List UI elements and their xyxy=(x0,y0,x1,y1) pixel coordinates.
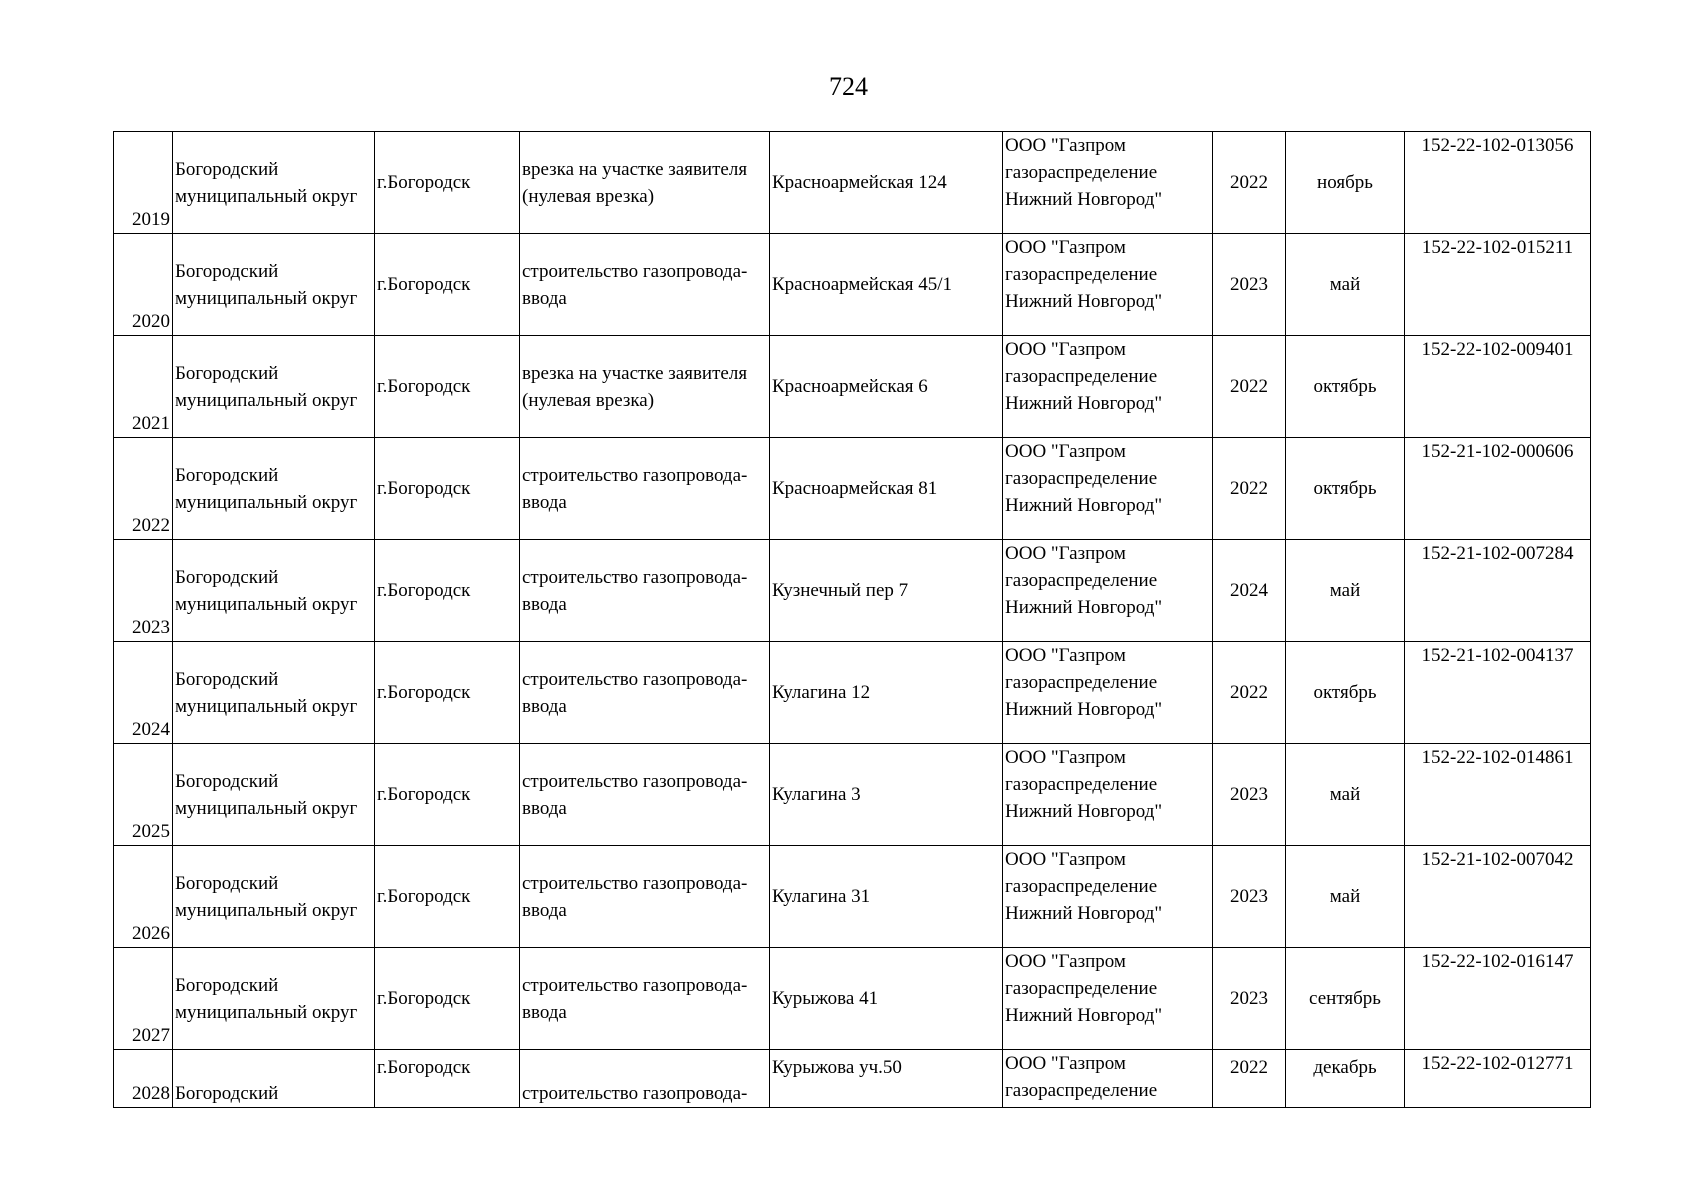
year-cell: 2023 xyxy=(1213,846,1286,948)
organization-cell-line: газораспределение xyxy=(1005,570,1158,591)
district-cell xyxy=(173,336,375,438)
address-cell: Красноармейская 6 xyxy=(770,336,1003,438)
town-cell: г.Богородск xyxy=(375,1050,520,1108)
month-cell: октябрь xyxy=(1286,438,1405,540)
organization-cell xyxy=(1003,744,1213,846)
address-cell: Курыжова 41 xyxy=(770,948,1003,1050)
application-code-cell: 152-21-102-000606 xyxy=(1405,438,1591,540)
organization-cell xyxy=(1003,132,1213,234)
month-cell: октябрь xyxy=(1286,642,1405,744)
table-body xyxy=(114,132,1591,1108)
month-cell: май xyxy=(1286,234,1405,336)
organization-cell-line: газораспределение xyxy=(1005,162,1158,183)
organization-cell-line: газораспределение xyxy=(1005,774,1158,795)
table-row xyxy=(114,234,1591,336)
organization-cell-line: Нижний Новгород" xyxy=(1005,597,1163,618)
district-cell-line: Богородский xyxy=(175,158,279,180)
table-row xyxy=(114,948,1591,1050)
work-type-cell xyxy=(520,438,770,540)
organization-cell-line: газораспределение xyxy=(1005,1080,1158,1101)
work-type-cell-line: ввода xyxy=(522,797,567,819)
organization-cell-line: ООО "Газпром xyxy=(1005,645,1126,666)
organization-cell-line: ООО "Газпром xyxy=(1005,747,1126,768)
town-cell: г.Богородск xyxy=(375,744,520,846)
page-number: 724 xyxy=(829,72,868,101)
work-type-cell xyxy=(520,234,770,336)
work-type-cell-line: строительство газопровода- xyxy=(522,566,748,588)
organization-cell-line: Нижний Новгород" xyxy=(1005,801,1163,822)
row-number: 2023 xyxy=(114,540,173,642)
work-type-cell xyxy=(520,132,770,234)
town-cell: г.Богородск xyxy=(375,336,520,438)
organization-cell-line: Нижний Новгород" xyxy=(1005,291,1163,312)
year-cell: 2023 xyxy=(1213,744,1286,846)
application-code-cell: 152-22-102-016147 xyxy=(1405,948,1591,1050)
address-cell: Красноармейская 81 xyxy=(770,438,1003,540)
work-type-cell-line: врезка на участке заявителя xyxy=(522,362,748,384)
organization-cell-line: Нижний Новгород" xyxy=(1005,393,1163,414)
work-type-cell xyxy=(520,336,770,438)
town-cell: г.Богородск xyxy=(375,234,520,336)
work-type-cell xyxy=(520,846,770,948)
work-type-cell-line: врезка на участке заявителя xyxy=(522,158,748,180)
year-cell: 2023 xyxy=(1213,948,1286,1050)
work-type-cell-line: строительство газопровода- xyxy=(522,872,748,894)
organization-cell-line: ООО "Газпром xyxy=(1005,951,1126,972)
work-type-cell-line: строительство газопровода- xyxy=(522,260,748,282)
organization-cell-line: ООО "Газпром xyxy=(1005,543,1126,564)
district-cell-line: муниципальный округ xyxy=(175,797,358,819)
work-type-cell-line: строительство газопровода- xyxy=(522,974,748,996)
year-cell: 2022 xyxy=(1213,132,1286,234)
organization-cell xyxy=(1003,846,1213,948)
row-number: 2026 xyxy=(114,846,173,948)
district-cell-line: Богородский xyxy=(175,260,279,282)
month-cell: май xyxy=(1286,846,1405,948)
work-type-cell-line: ввода xyxy=(522,287,567,309)
work-type-cell-line: строительство газопровода- xyxy=(522,770,748,792)
organization-cell xyxy=(1003,438,1213,540)
address-cell: Красноармейская 45/1 xyxy=(770,234,1003,336)
work-type-cell-line: ввода xyxy=(522,695,567,717)
table-row xyxy=(114,642,1591,744)
organization-cell-line: ООО "Газпром xyxy=(1005,339,1126,360)
organization-cell-line: ООО "Газпром xyxy=(1005,441,1126,462)
year-cell: 2024 xyxy=(1213,540,1286,642)
table-row xyxy=(114,336,1591,438)
organization-cell-line: Нижний Новгород" xyxy=(1005,699,1163,720)
district-cell-line: муниципальный округ xyxy=(175,389,358,411)
organization-cell-line: Нижний Новгород" xyxy=(1005,903,1163,924)
application-code-cell: 152-21-102-007042 xyxy=(1405,846,1591,948)
application-code-cell: 152-21-102-007284 xyxy=(1405,540,1591,642)
address-cell: Кузнечный пер 7 xyxy=(770,540,1003,642)
table-row xyxy=(114,132,1591,234)
district-cell xyxy=(173,1050,375,1108)
district-cell-line: Богородский xyxy=(175,362,279,384)
organization-cell xyxy=(1003,948,1213,1050)
year-cell: 2022 xyxy=(1213,1050,1286,1108)
district-cell xyxy=(173,642,375,744)
organization-cell-line: ООО "Газпром xyxy=(1005,237,1126,258)
district-cell xyxy=(173,438,375,540)
organization-cell xyxy=(1003,1050,1213,1108)
district-cell xyxy=(173,540,375,642)
organization-cell-line: Нижний Новгород" xyxy=(1005,1005,1163,1026)
table-row xyxy=(114,438,1591,540)
row-number: 2020 xyxy=(114,234,173,336)
organization-cell xyxy=(1003,234,1213,336)
district-cell xyxy=(173,744,375,846)
month-cell: октябрь xyxy=(1286,336,1405,438)
town-cell: г.Богородск xyxy=(375,642,520,744)
work-type-cell-line: строительство газопровода- xyxy=(522,1083,748,1104)
work-type-cell xyxy=(520,948,770,1050)
organization-cell-line: Нижний Новгород" xyxy=(1005,495,1163,516)
district-cell xyxy=(173,234,375,336)
district-cell-line: Богородский xyxy=(175,668,279,690)
district-cell xyxy=(173,846,375,948)
district-cell-line: муниципальный округ xyxy=(175,1001,358,1023)
town-cell: г.Богородск xyxy=(375,540,520,642)
district-cell xyxy=(173,948,375,1050)
district-cell-line: муниципальный округ xyxy=(175,695,358,717)
work-type-cell xyxy=(520,1050,770,1108)
district-cell-line: муниципальный округ xyxy=(175,491,358,513)
month-cell: ноябрь xyxy=(1286,132,1405,234)
work-type-cell-line: строительство газопровода- xyxy=(522,668,748,690)
organization-cell-line: ООО "Газпром xyxy=(1005,849,1126,870)
district-cell-line: Богородский xyxy=(175,566,279,588)
organization-cell xyxy=(1003,540,1213,642)
district-cell-line: муниципальный округ xyxy=(175,287,358,309)
district-cell-line: муниципальный округ xyxy=(175,593,358,615)
district-cell-line: Богородский xyxy=(175,770,279,792)
year-cell: 2023 xyxy=(1213,234,1286,336)
application-code-cell: 152-22-102-012771 xyxy=(1405,1050,1591,1108)
application-code-cell: 152-22-102-013056 xyxy=(1405,132,1591,234)
work-type-cell-line: (нулевая врезка) xyxy=(522,185,655,207)
month-cell: сентябрь xyxy=(1286,948,1405,1050)
organization-cell-line: газораспределение xyxy=(1005,264,1158,285)
month-cell: декабрь xyxy=(1286,1050,1405,1108)
address-cell: Курыжова уч.50 xyxy=(770,1050,1003,1108)
organization-cell-line: газораспределение xyxy=(1005,468,1158,489)
organization-cell-line: газораспределение xyxy=(1005,366,1158,387)
application-code-cell: 152-22-102-015211 xyxy=(1405,234,1591,336)
organization-cell xyxy=(1003,642,1213,744)
row-number: 2028 xyxy=(114,1050,173,1108)
work-type-cell xyxy=(520,540,770,642)
table-row xyxy=(114,846,1591,948)
year-cell: 2022 xyxy=(1213,336,1286,438)
registry-table xyxy=(113,131,1591,1108)
work-type-cell-line: ввода xyxy=(522,491,567,513)
work-type-cell-line: ввода xyxy=(522,1001,567,1023)
district-cell-line: Богородский xyxy=(175,974,279,996)
address-cell: Кулагина 3 xyxy=(770,744,1003,846)
organization-cell-line: ООО "Газпром xyxy=(1005,135,1126,156)
organization-cell-line: ООО "Газпром xyxy=(1005,1053,1126,1074)
organization-cell-line: газораспределение xyxy=(1005,876,1158,897)
application-code-cell: 152-22-102-014861 xyxy=(1405,744,1591,846)
work-type-cell-line: (нулевая врезка) xyxy=(522,389,655,411)
table-row xyxy=(114,1050,1591,1108)
year-cell: 2022 xyxy=(1213,438,1286,540)
district-cell-line: Богородский xyxy=(175,872,279,894)
organization-cell-line: газораспределение xyxy=(1005,978,1158,999)
row-number: 2021 xyxy=(114,336,173,438)
month-cell: май xyxy=(1286,540,1405,642)
district-cell-line: Богородский xyxy=(175,1083,279,1104)
row-number: 2024 xyxy=(114,642,173,744)
address-cell: Кулагина 12 xyxy=(770,642,1003,744)
year-cell: 2022 xyxy=(1213,642,1286,744)
address-cell: Кулагина 31 xyxy=(770,846,1003,948)
row-number: 2027 xyxy=(114,948,173,1050)
work-type-cell-line: ввода xyxy=(522,899,567,921)
row-number: 2022 xyxy=(114,438,173,540)
work-type-cell xyxy=(520,744,770,846)
address-cell: Красноармейская 124 xyxy=(770,132,1003,234)
application-code-cell: 152-21-102-004137 xyxy=(1405,642,1591,744)
district-cell-line: Богородский xyxy=(175,464,279,486)
organization-cell xyxy=(1003,336,1213,438)
organization-cell-line: газораспределение xyxy=(1005,672,1158,693)
town-cell: г.Богородск xyxy=(375,948,520,1050)
table-row xyxy=(114,540,1591,642)
town-cell: г.Богородск xyxy=(375,438,520,540)
table-row xyxy=(114,744,1591,846)
district-cell-line: муниципальный округ xyxy=(175,899,358,921)
row-number: 2025 xyxy=(114,744,173,846)
district-cell xyxy=(173,132,375,234)
work-type-cell-line: ввода xyxy=(522,593,567,615)
district-cell-line: муниципальный округ xyxy=(175,185,358,207)
month-cell: май xyxy=(1286,744,1405,846)
row-number: 2019 xyxy=(114,132,173,234)
work-type-cell-line: строительство газопровода- xyxy=(522,464,748,486)
organization-cell-line: Нижний Новгород" xyxy=(1005,189,1163,210)
town-cell: г.Богородск xyxy=(375,132,520,234)
town-cell: г.Богородск xyxy=(375,846,520,948)
work-type-cell xyxy=(520,642,770,744)
application-code-cell: 152-22-102-009401 xyxy=(1405,336,1591,438)
